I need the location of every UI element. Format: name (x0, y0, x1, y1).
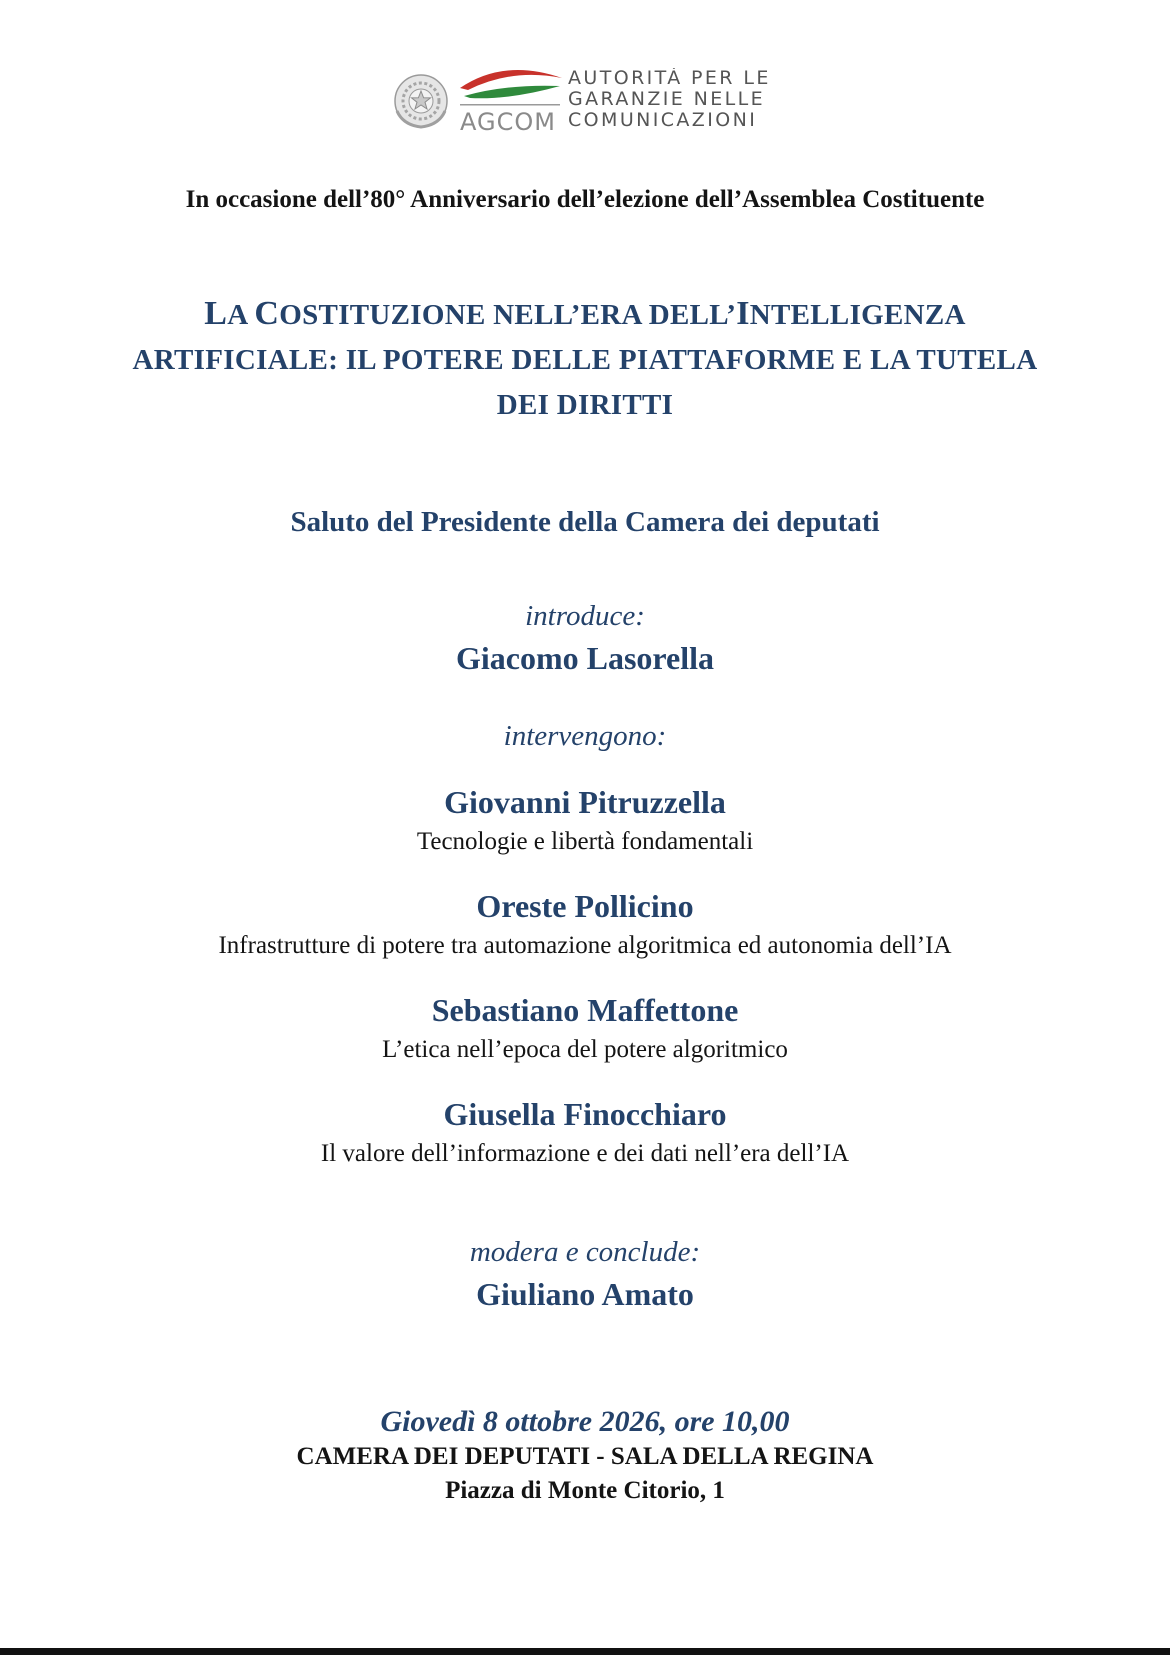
title-line-1: LA COSTITUZIONE NELL’ERA DELL’INTELLIGENZA (204, 295, 966, 332)
bottom-border (0, 1648, 1170, 1655)
event-date: Giovedì 8 ottobre 2026, ore 10,00 (380, 1405, 790, 1438)
greeting-line: Saluto del Presidente della Camera dei deputati (290, 506, 880, 538)
introducer-name: Giacomo Lasorella (455, 640, 715, 676)
title-line-3: DEI DIRITTI (496, 389, 674, 421)
title-line-2: ARTIFICIALE: IL POTERE DELLE PIATTAFORME E LA TUTELA (132, 344, 1038, 376)
event-venue: CAMERA DEI DEPUTATI - SALA DELLA REGINA (296, 1443, 874, 1470)
speakers-role: intervengono: (503, 720, 667, 752)
agcom-logo (394, 66, 778, 136)
logo-name-line: GARANZIE NELLE (568, 88, 766, 110)
speaker-name: Sebastiano Maffettone (431, 992, 739, 1028)
speaker-topic: Tecnologie e libertà fondamentali (416, 828, 754, 855)
logo-authority-name (568, 68, 788, 131)
moderator-name: Giuliano Amato (476, 1276, 694, 1312)
speaker-topic: Infrastrutture di potere tra automazione algoritmica ed autonomia dell’IA (218, 932, 952, 959)
speaker-topic: L’etica nell’epoca del potere algoritmico (382, 1036, 788, 1063)
introduction-role: introduce: (525, 600, 645, 632)
speaker-name: Giovanni Pitruzzella (444, 784, 726, 820)
occasion-line: In occasione dell’80° Anniversario dell’elezione dell’Assemblea Costituente (185, 186, 985, 213)
event-title (0, 291, 1170, 428)
speaker-topic: Il valore dell’informazione e dei dati nell’era dell’IA (320, 1140, 850, 1167)
logo-name-line: AUTORITÀ PER LE (568, 68, 771, 89)
event-address: Piazza di Monte Citorio, 1 (445, 1477, 725, 1504)
moderator-role: modera e conclude: (469, 1236, 701, 1268)
speaker-name: Giusella Finocchiaro (443, 1096, 727, 1132)
speaker-name: Oreste Pollicino (476, 888, 694, 924)
logo-acronym: AGCOM (460, 108, 556, 136)
logo-name-line: COMUNICAZIONI (568, 109, 758, 131)
